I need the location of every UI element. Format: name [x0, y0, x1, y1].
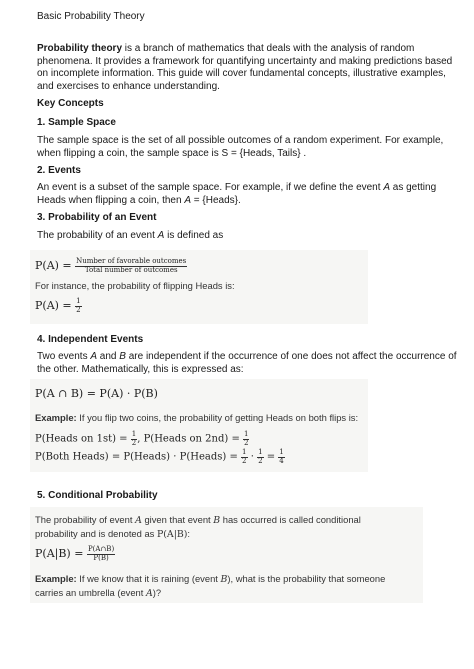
independence-formula: P(A ∩ B) = P(A) · P(B)	[35, 387, 158, 400]
fraction-numerator: 1	[258, 448, 263, 456]
section-4-text: Two events	[37, 351, 91, 362]
formula-fraction	[75, 258, 187, 274]
section-2-line-2	[37, 195, 447, 208]
section-3-paragraph	[37, 230, 447, 243]
example-label: Example:	[35, 412, 77, 423]
formula-lhs: P(A) =	[35, 259, 72, 272]
section-5-math-block	[30, 507, 423, 603]
key-concepts-heading: Key Concepts	[37, 98, 104, 109]
fraction-denominator: P(B)	[93, 553, 109, 562]
probability-formula	[35, 258, 187, 274]
var-b: B	[119, 351, 126, 362]
section-1-heading: 1. Sample Space	[37, 117, 116, 128]
section-4-heading: 4. Independent Events	[37, 334, 144, 345]
instance-text: For instance, the probability of flipping Heads is:	[35, 280, 235, 291]
section-3-math-block	[30, 250, 368, 324]
intro-line-1-rest: is a branch of mathematics that deals with the analysis of random	[122, 43, 415, 54]
var-a: A	[90, 351, 98, 362]
conditional-fraction	[87, 546, 115, 562]
fraction-numerator: 1	[76, 297, 81, 305]
section-4-paragraph	[37, 351, 457, 376]
intro-line-4: and exercises to enhance understanding.	[37, 80, 220, 92]
definition-line-2	[35, 527, 361, 541]
example-text: ), what is the probability that someone	[227, 573, 386, 584]
fraction-numerator: 1	[242, 448, 247, 456]
fraction-denominator: 4	[279, 456, 284, 465]
section-2-heading: 2. Events	[37, 165, 81, 176]
formula-lhs: P(A|B) =	[35, 547, 84, 560]
intro-line-2: phenomena. It provides a framework for quantifying uncertainty and making predictions based	[37, 55, 453, 67]
example-text: carries an umbrella (event	[35, 587, 146, 598]
half-fraction	[241, 449, 247, 465]
eq1-part-a: P(Heads on 1st) =	[35, 433, 128, 445]
eq1-part-b: , P(Heads on 2nd) =	[137, 433, 240, 445]
result-formula	[35, 298, 82, 314]
section-2-line-1	[37, 182, 447, 195]
section-4-text: and	[97, 351, 120, 362]
conditional-definition	[35, 513, 361, 541]
fraction-denominator: 2	[244, 438, 249, 447]
section-2-text: as getting	[389, 182, 437, 193]
quarter-fraction	[278, 449, 284, 465]
definition-text: :	[187, 528, 191, 539]
definition-text: given that event	[141, 514, 214, 525]
section-5-heading: 5. Conditional Probability	[37, 490, 158, 501]
example-line-1	[35, 572, 385, 586]
fraction-numerator: Number of favorable outcomes	[76, 257, 187, 265]
fraction-denominator: 2	[131, 438, 137, 447]
conditional-example	[35, 572, 385, 600]
fraction-denominator: 2	[242, 456, 247, 465]
example-text: )?	[152, 587, 162, 598]
equals-sign: =	[266, 451, 276, 463]
var-a: A	[146, 588, 153, 599]
half-fraction	[257, 449, 263, 465]
section-2-paragraph	[37, 182, 447, 207]
section-1-line-1: The sample space is the set of all possible outcomes of a random experiment. For example,	[37, 135, 444, 146]
section-3-text: The probability of an event	[37, 230, 158, 241]
example-text: If we know that it is raining (event	[76, 573, 221, 584]
intro-paragraph	[37, 43, 453, 93]
half-fraction	[243, 431, 249, 447]
section-1-paragraph	[37, 135, 447, 160]
section-2-text: Heads when flipping a coin, then	[37, 194, 185, 206]
result-lhs: P(A) =	[35, 299, 72, 312]
example-text: If you flip two coins, the probability of getting Heads on both flips is:	[76, 412, 359, 423]
definition-text: The probability of event	[35, 514, 136, 525]
fraction-numerator: 1	[244, 430, 249, 438]
conditional-formula	[35, 546, 115, 562]
definition-text: has occurred is called conditional	[220, 514, 361, 525]
example-line-2	[35, 586, 385, 600]
fraction-numerator: P(A∩B)	[87, 545, 115, 553]
fraction-denominator: 2	[258, 456, 263, 465]
intro-term: Probability theory	[37, 43, 123, 54]
var-b: B	[220, 574, 228, 585]
var-a: A	[135, 515, 142, 526]
intro-line-3: on incomplete information. This guide will cover fundamental concepts, illustrative examples,	[37, 68, 446, 79]
coin-equation-1	[35, 431, 249, 447]
half-fraction	[75, 298, 81, 314]
eq2-part-a: P(Both Heads) = P(Heads) · P(Heads) =	[35, 451, 238, 463]
multiply-dot: ·	[250, 451, 254, 463]
document-title: Basic Probability Theory	[37, 11, 145, 22]
var-a: A	[157, 230, 165, 241]
fraction-denominator: Total number of outcomes	[84, 265, 178, 274]
var-a: A	[184, 194, 191, 206]
definition-text: probability and is denoted as	[35, 528, 157, 539]
section-4-math-block	[30, 379, 368, 472]
inline-formula: P(A|B)	[156, 529, 188, 540]
section-2-text: An event is a subset of the sample space. For example, if we define the event	[37, 182, 384, 193]
var-a: A	[383, 182, 390, 193]
definition-line-1	[35, 513, 361, 527]
section-2-text: = {Heads}.	[191, 194, 241, 206]
section-3-line-1	[37, 230, 447, 243]
section-4-text: are independent if the occurrence of one does not affect the occurrence of	[125, 351, 457, 362]
example-label: Example:	[35, 573, 77, 584]
fraction-numerator: 1	[131, 430, 137, 438]
section-3-text: is defined as	[164, 230, 224, 241]
section-4-line-1	[37, 351, 457, 364]
intro-line-1	[37, 43, 447, 56]
fraction-denominator: 2	[76, 305, 81, 314]
section-4-line-2: the other. Mathematically, this is expressed as:	[37, 363, 244, 375]
example-line	[35, 412, 358, 423]
coin-equation-2	[35, 449, 285, 465]
var-b: B	[213, 515, 221, 526]
section-1-line-2: when flipping a coin, the sample space is S = {Heads, Tails} .	[37, 147, 307, 159]
section-3-heading: 3. Probability of an Event	[37, 212, 157, 223]
fraction-numerator: 1	[279, 448, 284, 456]
